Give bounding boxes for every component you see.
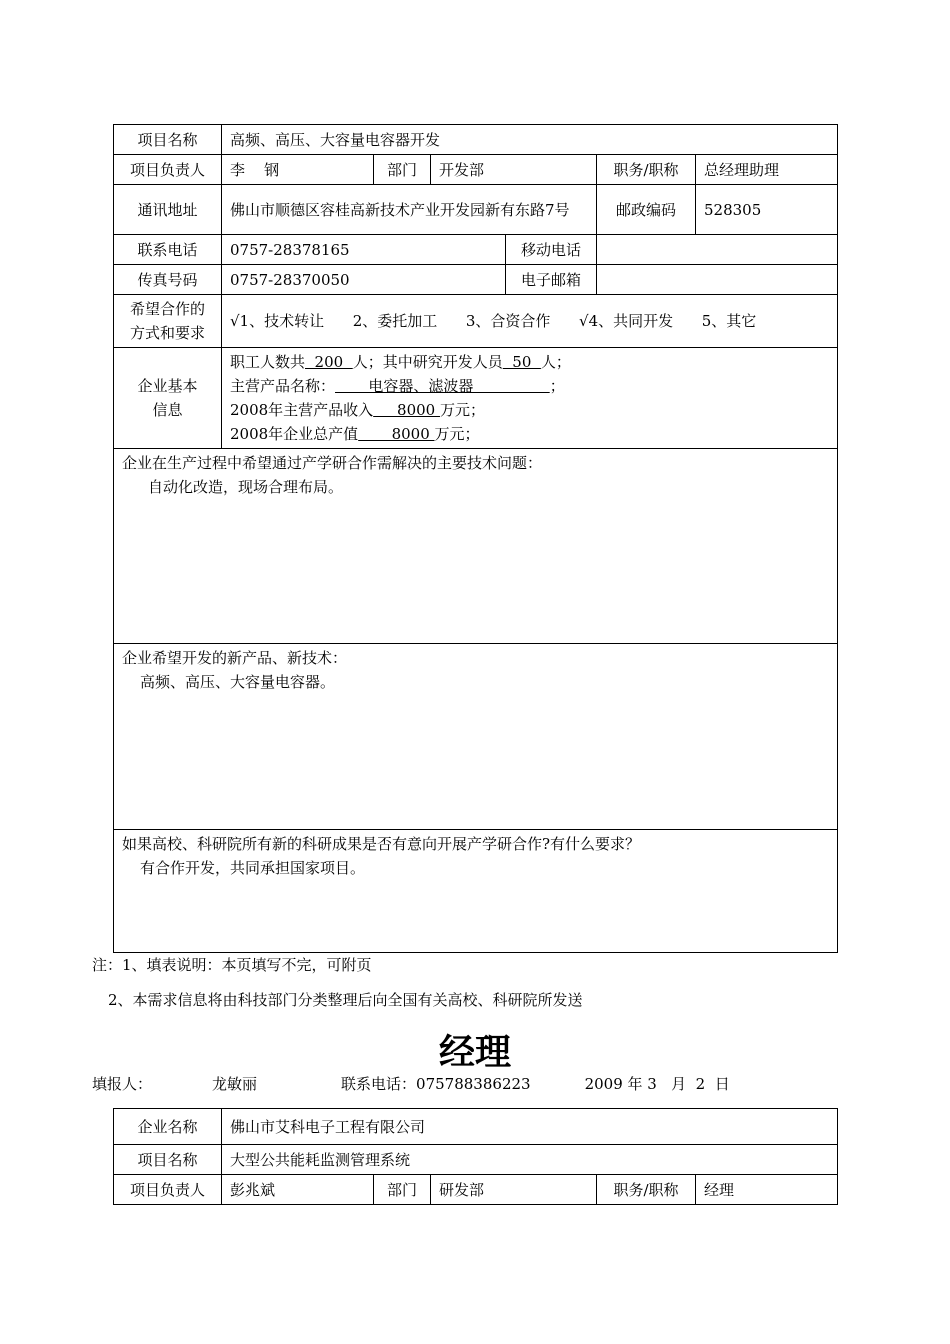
dept-value-2: 研发部 xyxy=(431,1175,597,1205)
tech-problem-answer: 自动化改造，现场合理布局。 xyxy=(148,478,344,496)
coop-label-line1: 希望合作的 xyxy=(129,300,205,318)
position-label: 职务/职称 xyxy=(597,155,696,185)
income-line: 2008年主营产品收入 8000 万元； xyxy=(230,401,485,419)
output-value: 8000 xyxy=(358,425,435,443)
project-name-value: 高频、高压、大容量电容器开发 xyxy=(222,125,838,155)
filler-line xyxy=(92,1073,730,1094)
address-value: 佛山市顺德区容桂高新技术产业开发园新有东路7号 xyxy=(222,185,597,235)
mobile-value xyxy=(597,235,838,265)
dept-label: 部门 xyxy=(374,155,431,185)
coop-label xyxy=(114,295,222,348)
demand-table-1 xyxy=(113,124,838,953)
basic-info-value xyxy=(222,348,838,449)
position-value: 总经理助理 xyxy=(696,155,838,185)
dept-label-2: 部门 xyxy=(374,1175,431,1205)
output-line: 2008年企业总产值 8000 万元； xyxy=(230,425,480,443)
email-label: 电子邮箱 xyxy=(506,265,597,295)
basic-info-label-line1: 企业基本 xyxy=(137,377,198,395)
staff-count: 200 xyxy=(305,353,353,371)
note-2: 2、本需求信息将由科技部门分类整理后向全国有关高校、科研院所发送 xyxy=(108,991,583,1009)
basic-info-label xyxy=(114,348,222,449)
staff-line: 职工人数共 200 人；其中研究开发人员 50 人； xyxy=(230,353,571,371)
contact-value: 075788386223 xyxy=(416,1075,531,1093)
rd-count: 50 xyxy=(502,353,541,371)
phone-value: 0757-28378165 xyxy=(222,235,506,265)
products-line: 主营产品名称： 电容器、滤波器 ； xyxy=(230,377,565,395)
cooperation-block xyxy=(114,830,838,953)
basic-info-label-line2: 信息 xyxy=(152,401,183,419)
postcode-label: 邮政编码 xyxy=(597,185,696,235)
coop-label-line2: 方式和要求 xyxy=(129,324,205,342)
fax-value: 0757-28370050 xyxy=(222,265,506,295)
project-name-label-2: 项目名称 xyxy=(114,1145,222,1175)
income-value: 8000 xyxy=(373,401,440,419)
coop-options: √1、技术转让 2、委托加工 3、合资合作 √4、共同开发 5、其它 xyxy=(222,295,838,348)
demand-table-2 xyxy=(113,1108,838,1205)
email-value xyxy=(597,265,838,295)
new-product-block xyxy=(114,644,838,830)
note-1: 注：1、填表说明：本页填写不完，可附页 xyxy=(92,956,372,974)
cooperation-question: 如果高校、科研院所有新的科研成果是否有意向开展产学研合作?有什么要求？ xyxy=(122,835,641,853)
new-product-question: 企业希望开发的新产品、新技术： xyxy=(122,649,348,667)
leader-label: 项目负责人 xyxy=(114,155,222,185)
position-label-2: 职务/职称 xyxy=(597,1175,696,1205)
products-value: 电容器、滤波器 xyxy=(335,377,550,395)
leader-value-2: 彭兆斌 xyxy=(222,1175,374,1205)
filler-name: 龙敏丽 xyxy=(212,1075,258,1093)
filler-label: 填报人： xyxy=(92,1075,153,1093)
postcode-value: 528305 xyxy=(696,185,838,235)
mobile-label: 移动电话 xyxy=(506,235,597,265)
contact-label: 联系电话： xyxy=(341,1075,417,1093)
fill-date: 2009 年 3 月 2 日 xyxy=(584,1075,730,1093)
project-name-value-2: 大型公共能耗监测管理系统 xyxy=(222,1145,838,1175)
company-label: 企业名称 xyxy=(114,1109,222,1145)
company-value: 佛山市艾科电子工程有限公司 xyxy=(222,1109,838,1145)
position-value-2: 经理 xyxy=(696,1175,838,1205)
leader-label-2: 项目负责人 xyxy=(114,1175,222,1205)
tech-problem-question: 企业在生产过程中希望通过产学研合作需解决的主要技术问题： xyxy=(122,454,543,472)
leader-value: 李 钢 xyxy=(222,155,374,185)
new-product-answer: 高频、高压、大容量电容器。 xyxy=(140,673,336,691)
form-title: 经理 xyxy=(438,1032,511,1073)
cooperation-answer: 有合作开发，共同承担国家项目。 xyxy=(140,859,366,877)
fax-label: 传真号码 xyxy=(114,265,222,295)
tech-problem-block xyxy=(114,449,838,644)
project-name-label: 项目名称 xyxy=(114,125,222,155)
address-label: 通讯地址 xyxy=(114,185,222,235)
dept-value: 开发部 xyxy=(431,155,597,185)
phone-label: 联系电话 xyxy=(114,235,222,265)
